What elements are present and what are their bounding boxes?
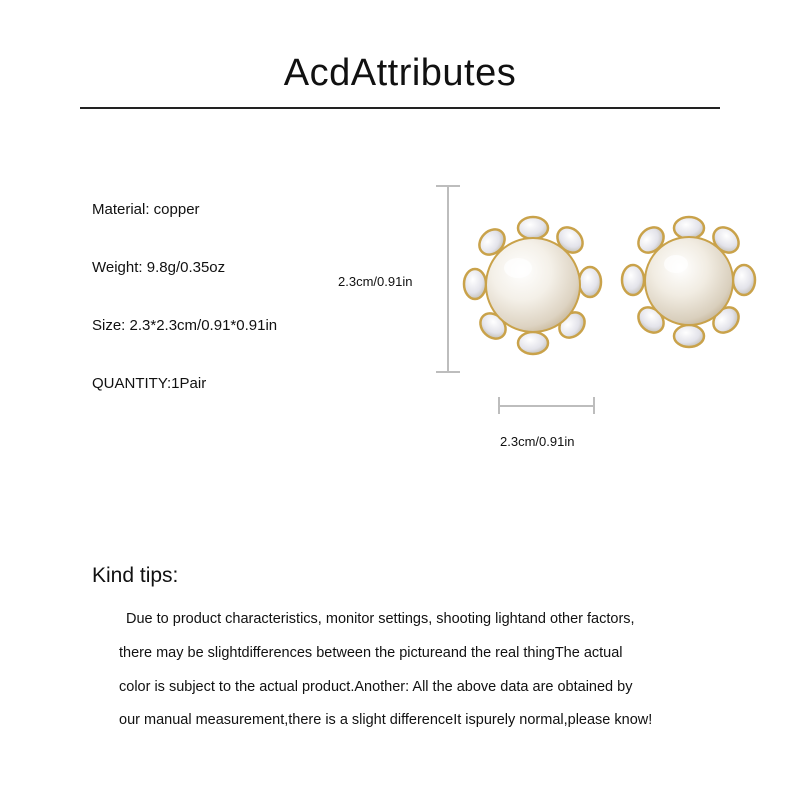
spec-weight: Weight: 9.8g/0.35oz (92, 259, 226, 276)
tips-line: color is subject to the actual product.Another: All the above data are obtained by (119, 679, 633, 695)
spec-material: Material: copper (92, 201, 200, 218)
height-measure-line (447, 185, 449, 371)
pearl-earring-right (614, 208, 764, 358)
spec-quantity: QUANTITY:1Pair (92, 375, 207, 392)
width-measure-line (498, 405, 594, 407)
tips-title: Kind tips: (92, 564, 179, 587)
page-title: AcdAttributes (283, 52, 517, 94)
height-measure-cap-bottom (436, 371, 460, 373)
width-measure-cap-right (593, 397, 595, 414)
width-measure-cap-left (498, 397, 500, 414)
tips-line: our manual measurement,there is a slight differenceIt ispurely normal,please know! (119, 712, 653, 728)
tips-line: Due to product characteristics, monitor settings, shooting lightand other factors, (126, 611, 635, 627)
height-measure-cap-top (436, 185, 460, 187)
tips-line: there may be slightdifferences between the pictureand the real thingThe actual (119, 645, 623, 661)
pearl-earring-left (458, 210, 608, 360)
title-underline (80, 107, 720, 109)
height-label: 2.3cm/0.91in (338, 274, 413, 289)
spec-size: Size: 2.3*2.3cm/0.91*0.91in (92, 317, 278, 334)
width-label: 2.3cm/0.91in (500, 434, 575, 449)
